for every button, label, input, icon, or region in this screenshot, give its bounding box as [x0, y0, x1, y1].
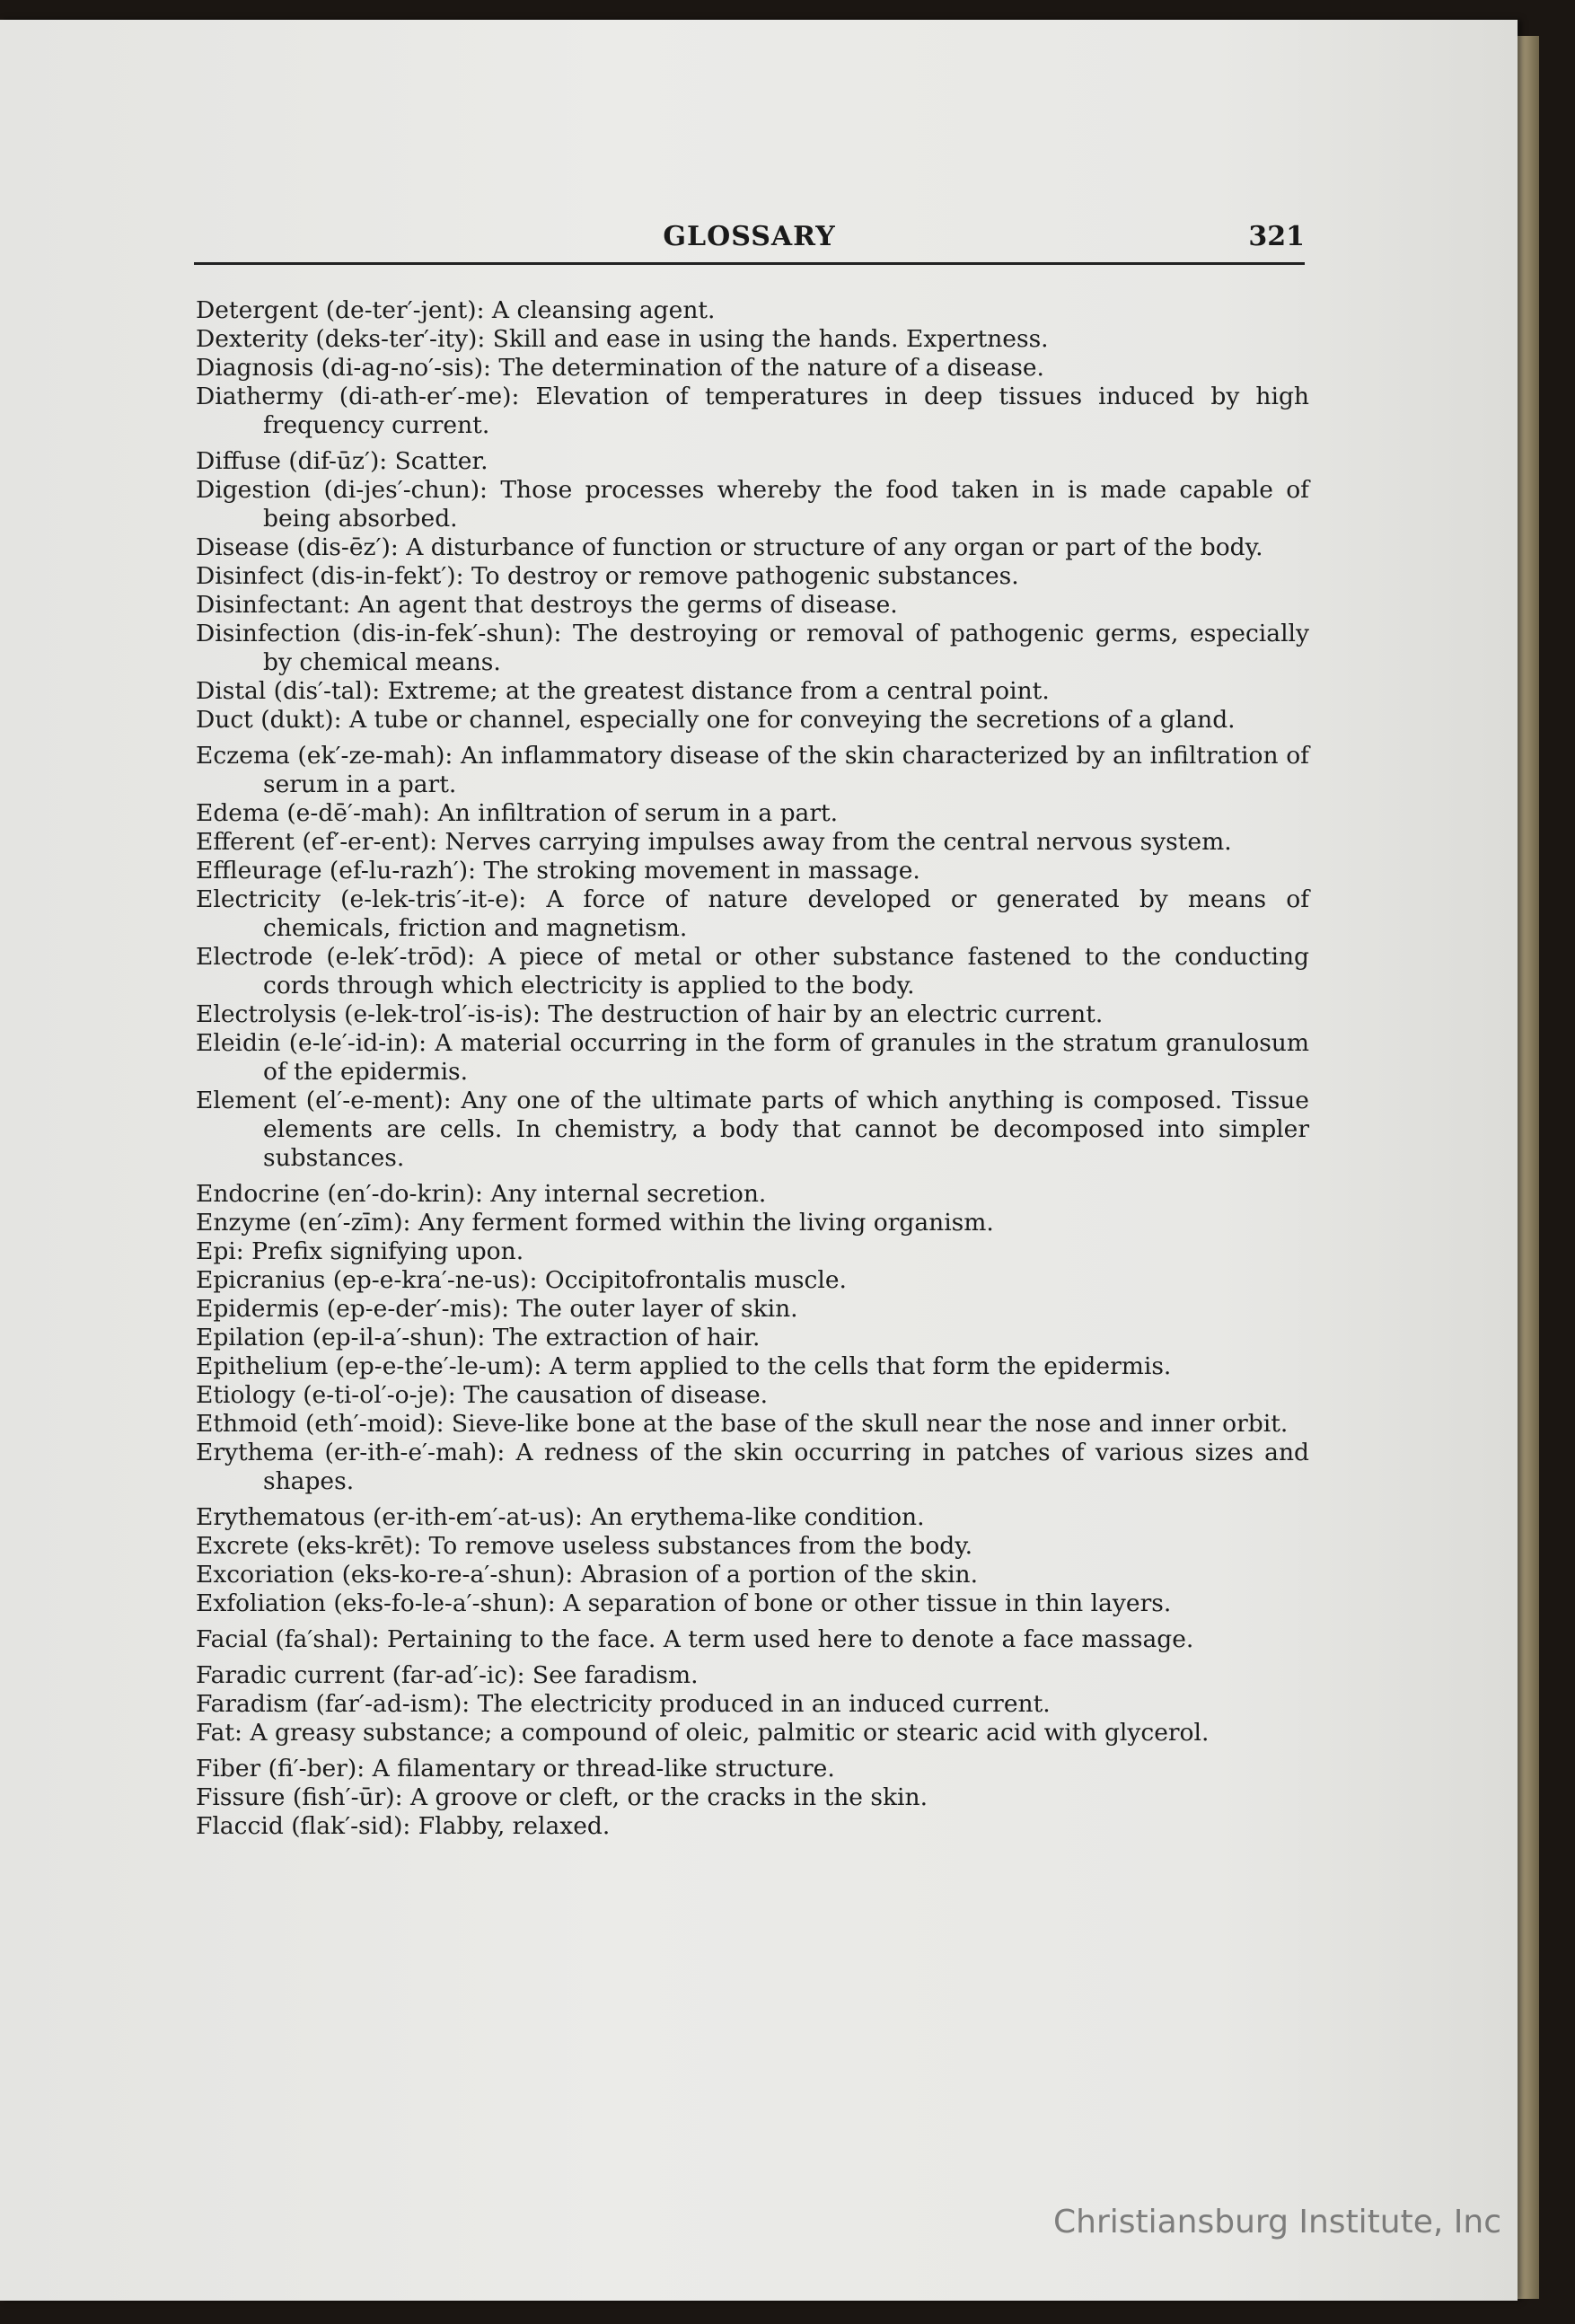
book-page — [0, 20, 1518, 2301]
glossary-entry: Duct (dukt): A tube or channel, especially one for conveying the secretions of a gland. — [196, 706, 1236, 734]
glossary-entry: Epithelium (ep-e-the′-le-um): A term applied to the cells that form the epidermis. — [196, 1352, 1172, 1380]
glossary-entry: Erythema (er-ith-e′-mah): A redness of the skin occurring in patches of various sizes and shapes. — [196, 1439, 1309, 1495]
glossary-entry: Epidermis (ep-e-der′-mis): The outer layer of skin. — [196, 1295, 798, 1323]
glossary-entry: Eleidin (e-le′-id-in): A material occurring in the form of granules in the stratum granulosum of the epidermis. — [196, 1029, 1309, 1086]
glossary-entry: Exfoliation (eks-fo-le-a′-shun): A separation of bone or other tissue in thin layers. — [196, 1589, 1172, 1617]
glossary-entry: Fissure (fish′-ūr): A groove or cleft, or the cracks in the skin. — [196, 1783, 928, 1811]
glossary-entry: Epi: Prefix signifying upon. — [196, 1237, 524, 1265]
glossary-entry: Disinfect (dis-in-fekt′): To destroy or remove pathogenic substances. — [196, 562, 1019, 590]
glossary-entry: Facial (fa′shal): Pertaining to the face. A term used here to denote a face massage. — [196, 1625, 1194, 1653]
glossary-entry: Eczema (ek′-ze-mah): An inflammatory disease of the skin characterized by an infiltration of serum in a part. — [196, 742, 1309, 798]
glossary-entry: Faradism (far′-ad-ism): The electricity produced in an induced current. — [196, 1690, 1051, 1718]
glossary-entry: Epilation (ep-il-a′-shun): The extraction of hair. — [196, 1324, 761, 1351]
glossary-entry: Disease (dis-ēz′): A disturbance of function or structure of any organ or part of the body. — [196, 533, 1263, 561]
glossary-entry: Effleurage (ef-lu-razh′): The stroking movement in massage. — [196, 857, 920, 885]
glossary-entry: Faradic current (far-ad′-ic): See faradism. — [196, 1661, 699, 1689]
glossary-entry: Detergent (de-ter′-jent): A cleansing agent. — [196, 296, 716, 324]
glossary-entry: Enzyme (en′-zīm): Any ferment formed within the living organism. — [196, 1209, 994, 1237]
glossary-entry: Etiology (e-ti-ol′-o-je): The causation of disease. — [196, 1381, 769, 1409]
page-edge — [1516, 36, 1539, 2299]
glossary-entry: Disinfection (dis-in-fek′-shun): The destroying or removal of pathogenic germs, especially by chemical means. — [196, 620, 1309, 676]
running-header — [194, 216, 1305, 265]
glossary-entry: Diagnosis (di-ag-no′-sis): The determination of the nature of a disease. — [196, 354, 1044, 382]
glossary-entry: Digestion (di-jes′-chun): Those processes whereby the food taken in is made capable of being absorbed. — [196, 476, 1309, 533]
glossary-entry: Epicranius (ep-e-kra′-ne-us): Occipitofrontalis muscle. — [196, 1266, 847, 1294]
page-title: GLOSSARY — [663, 221, 836, 252]
glossary-entry: Flaccid (flak′-sid): Flabby, relaxed. — [196, 1812, 611, 1840]
glossary-entry: Fat: A greasy substance; a compound of oleic, palmitic or stearic acid with glycerol. — [196, 1719, 1210, 1747]
watermark: Christiansburg Institute, Inc — [1052, 2204, 1501, 2240]
glossary-entry: Excrete (eks-krēt): To remove useless substances from the body. — [196, 1532, 973, 1560]
glossary-entry: Erythematous (er-ith-em′-at-us): An erythema-like condition. — [196, 1503, 925, 1531]
glossary-entry: Distal (dis′-tal): Extreme; at the greatest distance from a central point. — [196, 677, 1050, 705]
page-number: 321 — [1248, 221, 1305, 252]
glossary-entry: Excoriation (eks-ko-re-a′-shun): Abrasion of a portion of the skin. — [196, 1561, 979, 1589]
glossary-entry: Diffuse (dif-ūz′): Scatter. — [196, 447, 488, 475]
glossary-entry: Electricity (e-lek-tris′-it-e): A force of nature developed or generated by means of chemicals, friction and magnetism. — [196, 885, 1309, 942]
glossary-entry: Electrode (e-lek′-trōd): A piece of metal or other substance fastened to the conducting cords through which electricity is applied to the body. — [196, 943, 1309, 999]
glossary-entry: Dexterity (deks-ter′-ity): Skill and ease in using the hands. Expertness. — [196, 325, 1049, 353]
glossary-entry: Edema (e-dē′-mah): An infiltration of serum in a part. — [196, 799, 839, 827]
glossary-entry: Endocrine (en′-do-krin): Any internal secretion. — [196, 1180, 767, 1208]
glossary-entry: Disinfectant: An agent that destroys the germs of disease. — [196, 591, 898, 619]
glossary-entry: Ethmoid (eth′-moid): Sieve-like bone at the base of the skull near the nose and inner orbit. — [196, 1410, 1289, 1438]
glossary-entry: Electrolysis (e-lek-trol′-is-is): The destruction of hair by an electric current. — [196, 1000, 1104, 1028]
glossary-entry: Diathermy (di-ath-er′-me): Elevation of temperatures in deep tissues induced by high frequency current. — [196, 383, 1309, 439]
glossary-entry: Element (el′-e-ment): Any one of the ultimate parts of which anything is composed. Tissue elements are cells. In chemistry, a body that cannot be decomposed into simpler substances. — [196, 1087, 1309, 1172]
glossary-entry: Efferent (ef′-er-ent): Nerves carrying impulses away from the central nervous system. — [196, 828, 1232, 856]
glossary-entry: Fiber (fi′-ber): A filamentary or thread-like structure. — [196, 1755, 835, 1783]
glossary-entries — [196, 296, 1309, 1841]
